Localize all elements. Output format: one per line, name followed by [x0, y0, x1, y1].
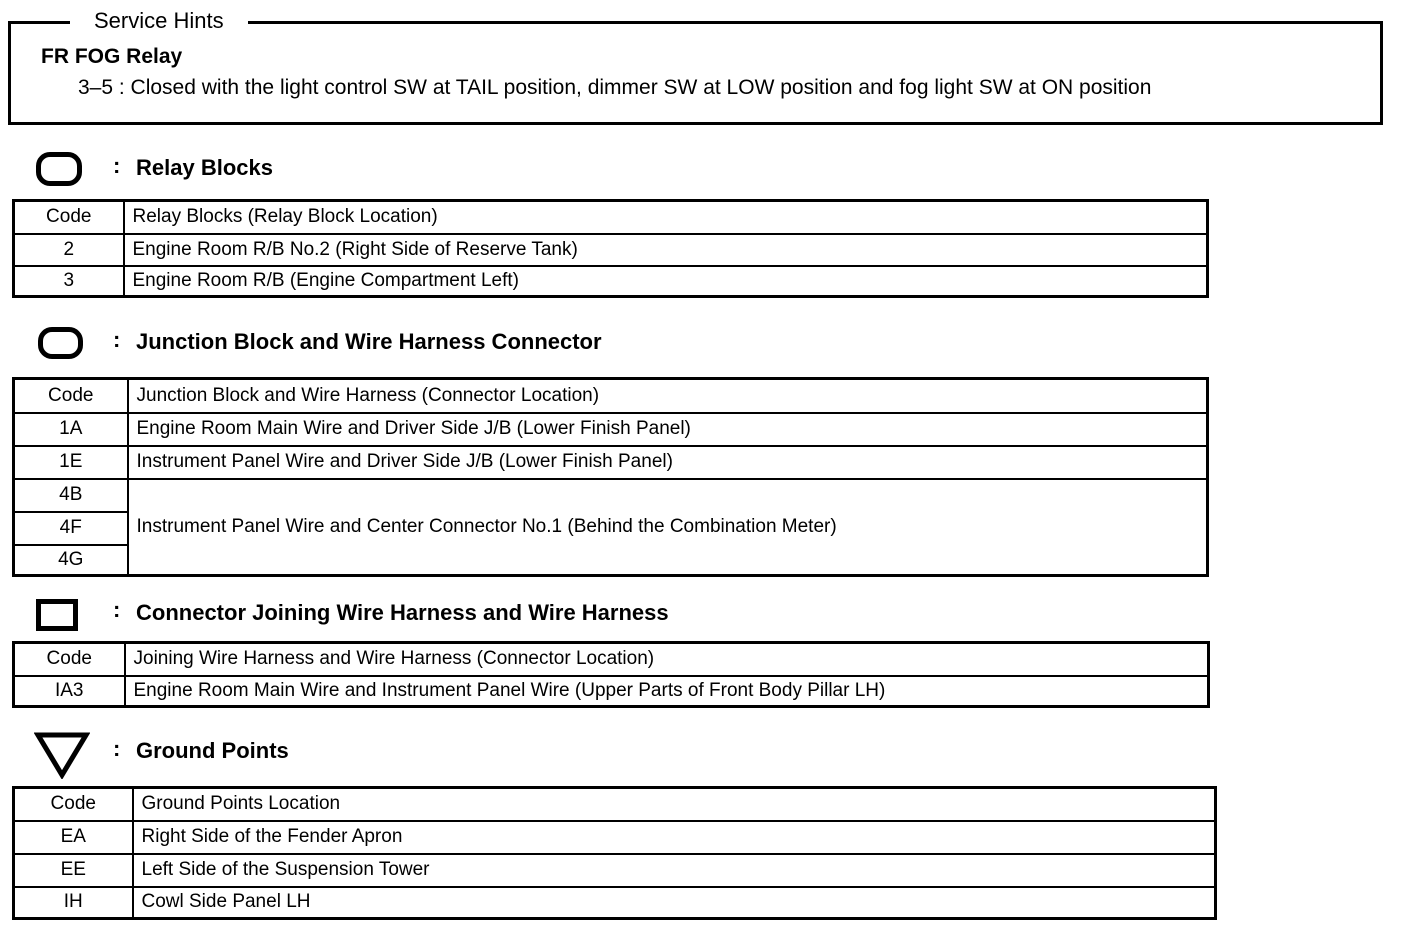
table-row: [14, 676, 1209, 707]
table-row: [14, 854, 1216, 887]
table-row: [14, 413, 1208, 446]
row-desc: Right Side of the Fender Apron: [133, 821, 1216, 854]
table-row: [14, 821, 1216, 854]
row-code: 1E: [14, 446, 128, 479]
service-hints-title: Service Hints: [70, 6, 248, 36]
row-code: 4F: [14, 512, 128, 545]
desc-header: Relay Blocks (Relay Block Location): [124, 201, 1208, 234]
row-code: 4G: [14, 545, 128, 576]
row-code: IA3: [14, 676, 125, 707]
row-desc-merged: Instrument Panel Wire and Center Connector No.1 (Behind the Combination Meter): [128, 479, 1208, 576]
rounded-rectangle-icon: [36, 152, 82, 186]
row-desc: Engine Room R/B No.2 (Right Side of Reserve Tank): [124, 234, 1208, 266]
row-code: 3: [14, 266, 124, 297]
row-desc: Engine Room R/B (Engine Compartment Left): [124, 266, 1208, 297]
junction-block-table: [12, 377, 1209, 577]
section-colon: :: [113, 153, 121, 178]
row-code: IH: [14, 887, 133, 919]
row-desc: Left Side of the Suspension Tower: [133, 854, 1216, 887]
desc-header: Joining Wire Harness and Wire Harness (Connector Location): [125, 643, 1209, 676]
table-row: [14, 266, 1208, 297]
row-code: EA: [14, 821, 133, 854]
square-icon: [36, 599, 78, 631]
table-row: [14, 446, 1208, 479]
ground-points-table: [12, 786, 1217, 920]
table-header-row: [14, 788, 1216, 821]
section-colon: :: [113, 597, 121, 622]
code-header: Code: [14, 643, 125, 676]
table-row: [14, 234, 1208, 266]
table-row: [14, 479, 1208, 512]
ground-points-title: Ground Points: [136, 738, 289, 763]
service-hints-box: [8, 21, 1383, 125]
row-desc: Engine Room Main Wire and Driver Side J/B (Lower Finish Panel): [128, 413, 1208, 446]
code-header: Code: [14, 788, 133, 821]
row-code: 1A: [14, 413, 128, 446]
row-desc: Engine Room Main Wire and Instrument Panel Wire (Upper Parts of Front Body Pillar LH): [125, 676, 1209, 707]
relay-blocks-table: [12, 199, 1209, 298]
desc-header: Ground Points Location: [133, 788, 1216, 821]
fr-fog-relay-title: FR FOG Relay: [41, 45, 183, 68]
table-header-row: [14, 379, 1208, 413]
desc-header: Junction Block and Wire Harness (Connector Location): [128, 379, 1208, 413]
relay-blocks-title: Relay Blocks: [136, 155, 273, 180]
fr-fog-relay-hint: 3–5 : Closed with the light control SW at TAIL position, dimmer SW at LOW position and fog light SW at ON position: [78, 76, 1152, 99]
row-desc: Cowl Side Panel LH: [133, 887, 1216, 919]
code-header: Code: [14, 201, 124, 234]
table-header-row: [14, 201, 1208, 234]
row-desc: Instrument Panel Wire and Driver Side J/B (Lower Finish Panel): [128, 446, 1208, 479]
row-code: EE: [14, 854, 133, 887]
connector-joining-title: Connector Joining Wire Harness and Wire Harness: [136, 600, 669, 625]
connector-joining-table: [12, 641, 1210, 708]
code-header: Code: [14, 379, 128, 413]
rounded-rectangle-icon: [38, 327, 83, 359]
down-triangle-icon: [34, 731, 90, 779]
junction-block-title: Junction Block and Wire Harness Connector: [136, 329, 602, 354]
row-code: 4B: [14, 479, 128, 512]
row-code: 2: [14, 234, 124, 266]
section-colon: :: [113, 327, 121, 352]
table-row: [14, 887, 1216, 919]
section-colon: :: [113, 736, 121, 761]
table-header-row: [14, 643, 1209, 676]
